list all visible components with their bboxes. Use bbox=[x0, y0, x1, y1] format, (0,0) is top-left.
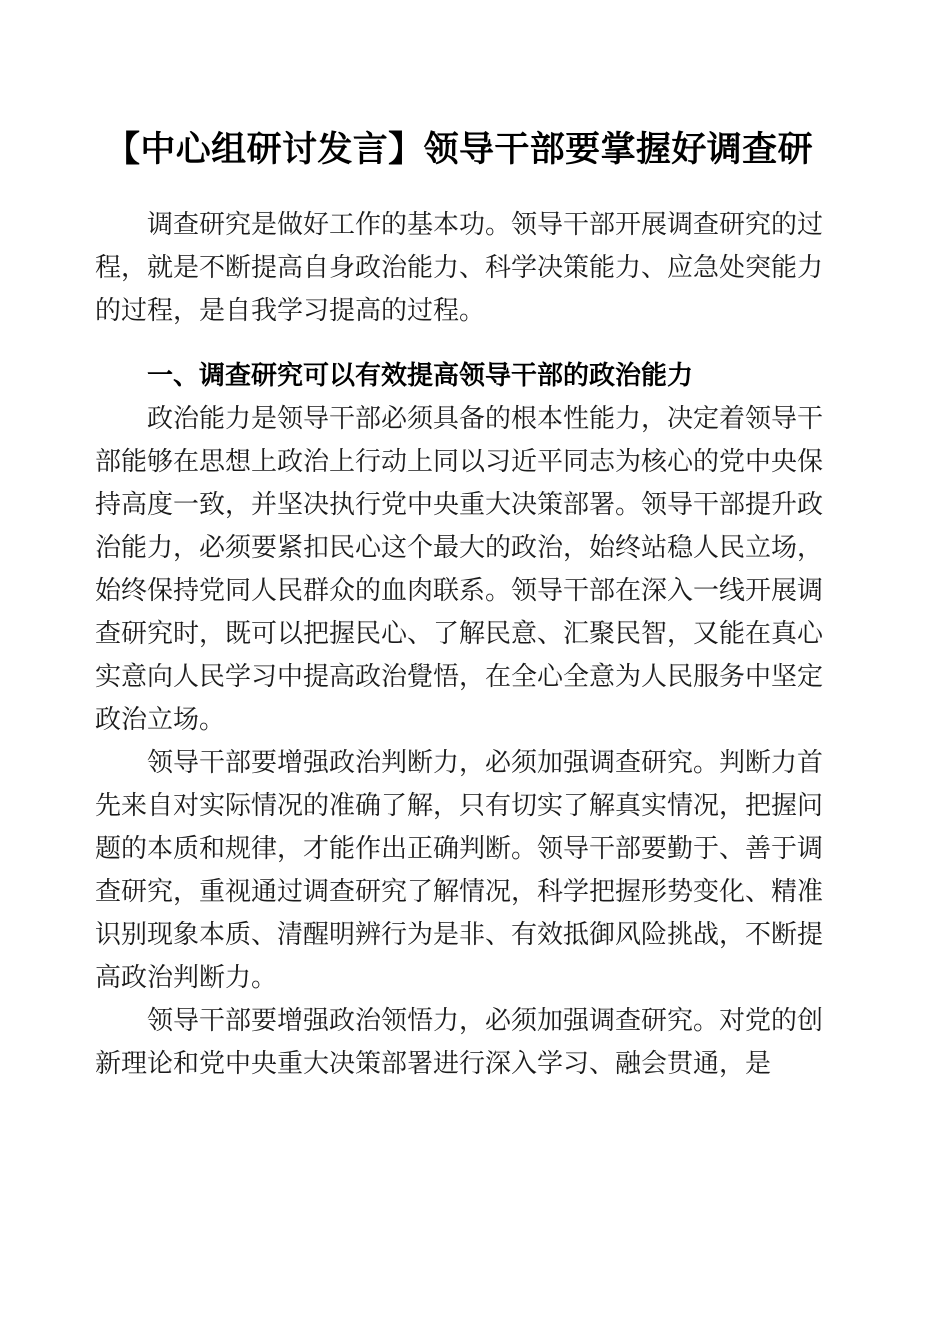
section-heading-1: 一、调查研究可以有效提高领导干部的政治能力 bbox=[147, 361, 694, 391]
page-title-line-1: 【中心组研讨发言】领导干部要掌握好调查研 bbox=[104, 129, 813, 170]
document-content-area bbox=[95, 0, 823, 1086]
body-paragraph-2: 领导干部要增强政治判断力，必须加强调查研究。判断力首先来自对实际情况的准确了解，只有切实了解真实情况，把握问题的本质和规律，才能作出正确判断。领导干部要勤于、善于调查研究，重视通过调查研究了解情况，科学把握形势变化、精准识别现象本质、清醒明辨行为是非、有效抵御风险挑战，不断提高政治判断力。 bbox=[95, 748, 824, 993]
body-paragraph-3: 领导干部要增强政治领悟力，必须加强调查研究。对党的创新理论和党中央重大决策部署进行深入学习、融会贯通，是 bbox=[95, 1006, 824, 1079]
page-title bbox=[95, 0, 823, 173]
intro-paragraph: 调查研究是做好工作的基本功。领导干部开展调查研究的过程，就是不断提高自身政治能力、科学决策能力、应急处突能力的过程，是自我学习提高的过程。 bbox=[95, 210, 824, 326]
body-paragraph-1: 政治能力是领导干部必须具备的根本性能力，决定着领导干部能够在思想上政治上行动上同以习近平同志为核心的党中央保持高度一致，并坚决执行党中央重大决策部署。领导干部提升政治能力，必须要紧扣民心这个最大的政治，始终站稳人民立场，始终保持党同人民群众的血肉联系。领导干部在深入一线开展调查研究时，既可以把握民心、了解民意、汇聚民智，又能在真心实意向人民学习中提高政治覺悟，在全心全意为人民服务中坚定政治立场。 bbox=[95, 404, 824, 735]
